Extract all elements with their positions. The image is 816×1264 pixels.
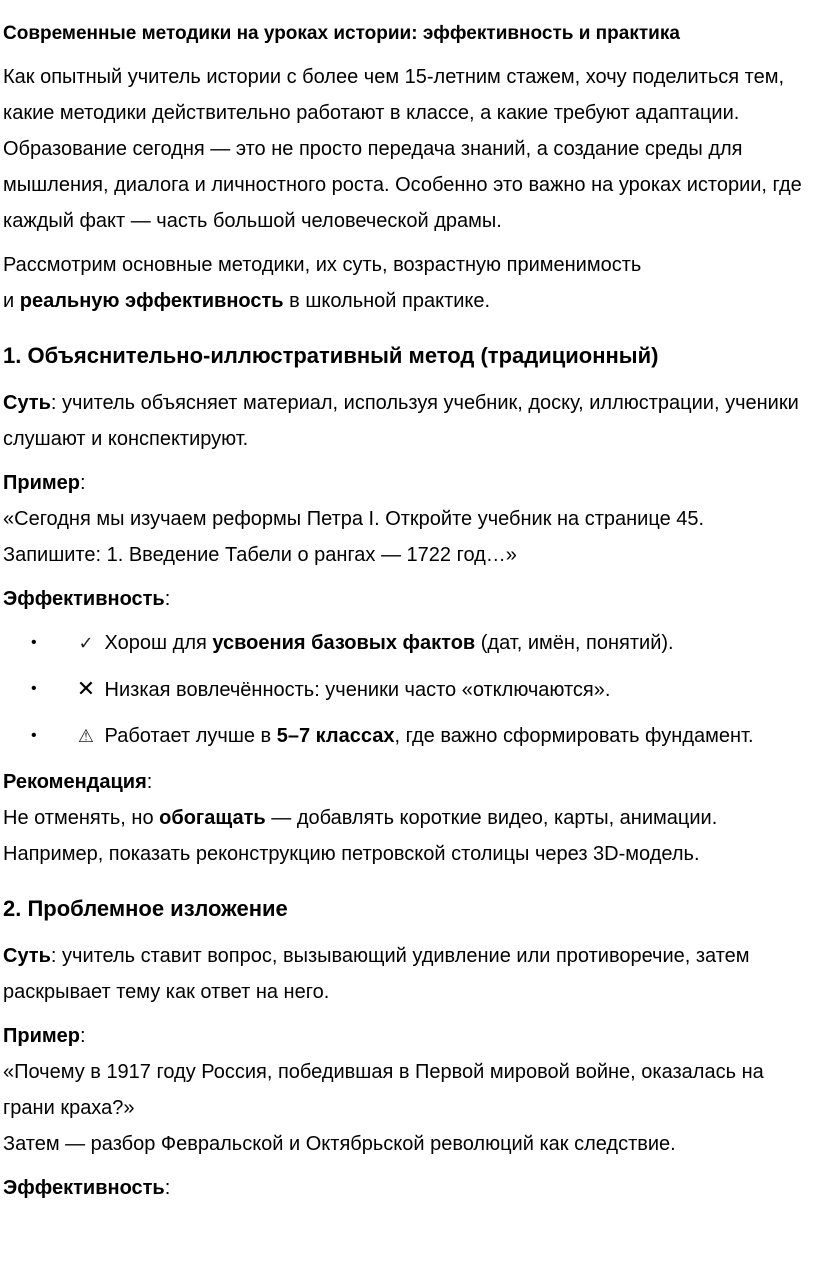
section-1-essence-text: учитель объясняет материал, используя учебник, доску, иллюстрации, ученики слушают и конспектируют. xyxy=(3,392,799,450)
cross-icon: ✕ xyxy=(76,676,96,701)
list-item xyxy=(31,718,806,754)
section-1-example-line1: «Сегодня мы изучаем реформы Петра I. Откройте учебник на странице 45. xyxy=(3,508,705,530)
section-2-example-line1: «Почему в 1917 году Россия, победившая в Первой мировой войне, оказалась на грани краха?» xyxy=(3,1061,764,1119)
section-1-recommendation-colon: : xyxy=(146,771,153,793)
document-title: Современные методики на уроках истории: эффективность и практика xyxy=(3,23,680,44)
section-1-rec-before: Не отменять, но xyxy=(3,807,160,829)
section-2-example-colon: : xyxy=(80,1025,86,1047)
section-1-example-label: Пример xyxy=(3,472,81,494)
intro-paragraph-1: Как опытный учитель истории с более чем 15-летним стажем, хочу поделиться тем, какие методики действительно работают в классе, а какие требуют адаптации. Образование сегодня — это не просто передача знаний, а создание среды для мышления, диалога и личностного роста. Особенно это важно на уроках истории, где каждый факт — часть большой человеческой драмы. xyxy=(3,66,802,232)
list-item-after: , где важно сформировать фундамент. xyxy=(394,725,754,747)
warning-icon: ⚠ xyxy=(77,726,95,746)
list-item xyxy=(31,671,806,708)
section-2-essence xyxy=(3,938,806,1010)
section-1-example-line2: Запишите: 1. Введение Табели о рангах — 1722 год…» xyxy=(3,544,517,566)
bullet-dot: • xyxy=(31,680,37,697)
list-item-before: Работает лучше в xyxy=(99,725,277,747)
section-1-effectiveness-label: Эффективность xyxy=(3,588,165,610)
bullet-dot: • xyxy=(31,727,37,744)
section-1-recommendation-label: Рекомендация xyxy=(3,771,147,793)
bullet-dot: • xyxy=(31,634,37,651)
section-1-essence xyxy=(3,385,806,457)
section-1-heading: 1. Объяснительно-иллюстративный метод (традиционный) xyxy=(3,343,659,368)
section-2-effectiveness xyxy=(3,1170,806,1206)
intro-p2-before: и xyxy=(3,290,20,312)
section-1-effectiveness xyxy=(3,581,806,617)
section-1-rec-after: — добавлять короткие видео, карты, анимации. xyxy=(265,807,718,829)
section-1-rec-line2: Например, показать реконструкцию петровской столицы через 3D-модель. xyxy=(3,843,700,865)
section-2-example-label: Пример xyxy=(3,1025,81,1047)
section-2-heading: 2. Проблемное изложение xyxy=(3,896,288,921)
section-2-example-line2: Затем — разбор Февральской и Октябрьской революций как следствие. xyxy=(3,1133,676,1155)
section-1-effectiveness-list xyxy=(3,625,806,754)
intro-p2-after: в школьной практике. xyxy=(283,290,491,312)
list-item-after: (дат, имён, понятий). xyxy=(475,632,674,654)
section-2-effectiveness-colon: : xyxy=(164,1177,171,1199)
list-item-bold: усвоения базовых фактов xyxy=(212,632,476,654)
section-1-rec-bold: обогащать xyxy=(159,807,266,829)
section-2-essence-colon: : xyxy=(50,945,57,967)
list-item-before: Хорош для xyxy=(99,632,213,654)
section-1-effectiveness-colon: : xyxy=(164,588,171,610)
intro-p2-line1: Рассмотрим основные методики, их суть, возрастную применимость xyxy=(3,254,642,276)
section-2-essence-label: Суть xyxy=(3,945,51,967)
section-2-example xyxy=(3,1018,806,1162)
section-1-example xyxy=(3,465,806,573)
section-1-recommendation xyxy=(3,764,806,872)
section-1-essence-label: Суть xyxy=(3,392,51,414)
list-item-before: Низкая вовлечённость: ученики часто «отключаются». xyxy=(99,679,611,701)
intro-p2-bold: реальную эффективность xyxy=(19,290,284,312)
intro-paragraph-2 xyxy=(3,247,806,319)
list-item-bold: 5–7 классах xyxy=(276,725,395,747)
section-1-essence-colon: : xyxy=(50,392,57,414)
section-2-essence-text: учитель ставит вопрос, вызывающий удивление или противоречие, затем раскрывает тему как ответ на него. xyxy=(3,945,750,1003)
section-2-effectiveness-label: Эффективность xyxy=(3,1177,165,1199)
list-item xyxy=(31,625,806,661)
section-1-example-colon: : xyxy=(80,472,86,494)
check-icon: ✓ xyxy=(78,633,94,653)
